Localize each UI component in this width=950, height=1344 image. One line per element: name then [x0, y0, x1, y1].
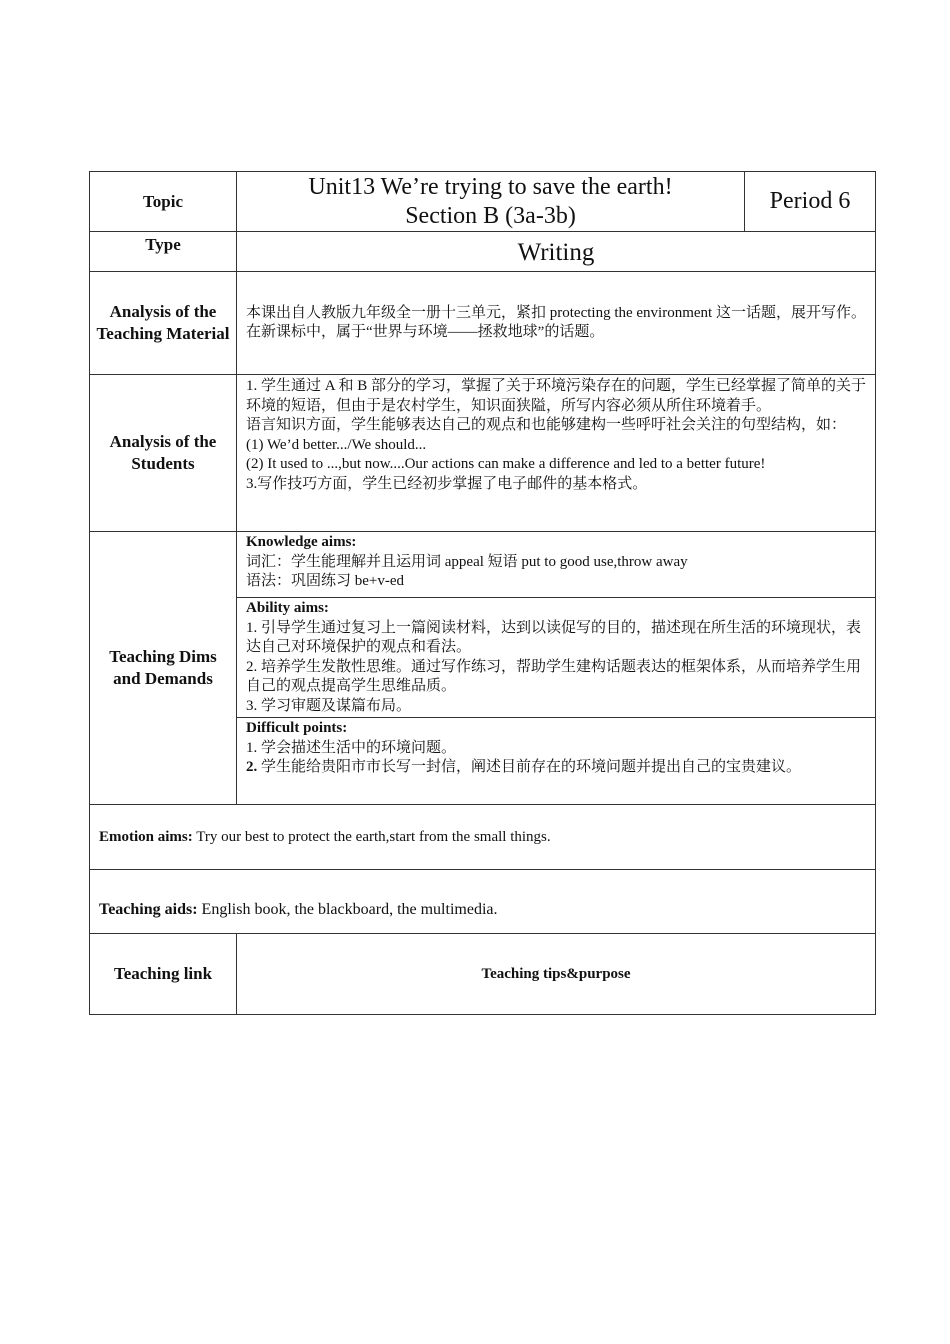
- type-value: Writing: [517, 238, 595, 266]
- material-text: [237, 272, 875, 374]
- knowledge-aims-title: Knowledge aims:: [246, 534, 357, 550]
- topic-label: Topic: [90, 172, 237, 231]
- knowledge-line: 语法：巩固练习 be+v-ed: [246, 573, 405, 589]
- difficult-line: [246, 758, 866, 778]
- difficult-line-number: 2.: [246, 759, 258, 775]
- period-value: Period 6: [769, 188, 851, 214]
- topic-title: [237, 172, 745, 231]
- students-line: 语言知识方面，学生能够表达自己的观点和也能够建构一些呼吁社会关注的句型结构，如：: [246, 417, 847, 433]
- students-line: (1) We’d better.../We should...: [246, 436, 427, 453]
- ability-line: 1. 引导学生通过复习上一篇阅读材料，达到以读促写的目的，描述现在所生活的环境现状，表达自己对环境保护的观点和看法。: [246, 619, 862, 655]
- topic-title-line1: Unit13 We’re trying to save the earth!: [308, 173, 673, 200]
- lesson-plan-table: [89, 171, 876, 1015]
- emotion-row: [90, 805, 875, 870]
- aids-row: [90, 870, 875, 934]
- material-row: [90, 272, 875, 375]
- difficult-line-text: 学生能给贵阳市市长写一封信，阐述目前存在的环境问题并提出自己的宝贵建议。: [257, 759, 802, 775]
- difficult-points: [237, 718, 875, 804]
- students-label: Analysis of the Students: [90, 375, 237, 531]
- ability-line: 3. 学习审题及谋篇布局。: [246, 697, 412, 714]
- ability-aims: [237, 598, 875, 718]
- dims-content: [237, 532, 875, 804]
- knowledge-aims: [237, 532, 875, 598]
- link-row: [90, 934, 875, 1014]
- difficult-points-title: Difficult points:: [246, 720, 348, 736]
- students-line: 3.写作技巧方面，学生已经初步掌握了电子邮件的基本格式。: [246, 475, 648, 492]
- students-line: (2) It used to ...,but now....Our actions can make a difference and led to a better future!: [246, 456, 766, 472]
- topic-title-line2: Section B (3a-3b): [405, 202, 576, 229]
- material-paragraph: 本课出自人教版九年级全一册十三单元，紧扣 protecting the environment 这一话题，展开写作。在新课标中，属于“世界与环境——拯救地球”的话题。: [246, 304, 866, 340]
- material-label: Analysis of the Teaching Material: [90, 272, 237, 374]
- ability-aims-title: Ability aims:: [246, 600, 329, 616]
- type-label: Type: [90, 232, 237, 271]
- teaching-aids: [90, 870, 875, 933]
- dims-label: Teaching Dims and Demands: [90, 532, 237, 804]
- aids-label: Teaching aids:: [99, 900, 198, 918]
- emotion-label: Emotion aims:: [99, 828, 193, 845]
- difficult-line: 1. 学会描述生活中的环境问题。: [246, 739, 457, 756]
- emotion-text: Try our best to protect the earth,start from the small things.: [192, 828, 551, 845]
- dims-row: [90, 532, 875, 805]
- students-line: 1. 学生通过 A 和 B 部分的学习，掌握了关于环境污染存在的问题，学生已经掌握了简单的关于环境的短语，但由于是农村学生，知识面狭隘，所写内容必须从所住环境着手。: [246, 378, 867, 414]
- knowledge-line: 词汇：学生能理解并且运用词 appeal 短语 put to good use,throw away: [246, 553, 688, 570]
- students-text: [237, 375, 875, 531]
- link-label: Teaching link: [90, 934, 237, 1014]
- ability-line: 2. 培养学生发散性思维。通过写作练习，帮助学生建构话题表达的框架体系，从而培养学生用自己的观点提高学生思维品质。: [246, 658, 862, 694]
- topic-row: [90, 172, 875, 232]
- emotion-aims: [90, 805, 875, 869]
- type-row: [90, 232, 875, 272]
- students-row: [90, 375, 875, 532]
- aids-text: English book, the blackboard, the multimedia.: [197, 900, 498, 918]
- link-value: Teaching tips&purpose: [481, 965, 631, 982]
